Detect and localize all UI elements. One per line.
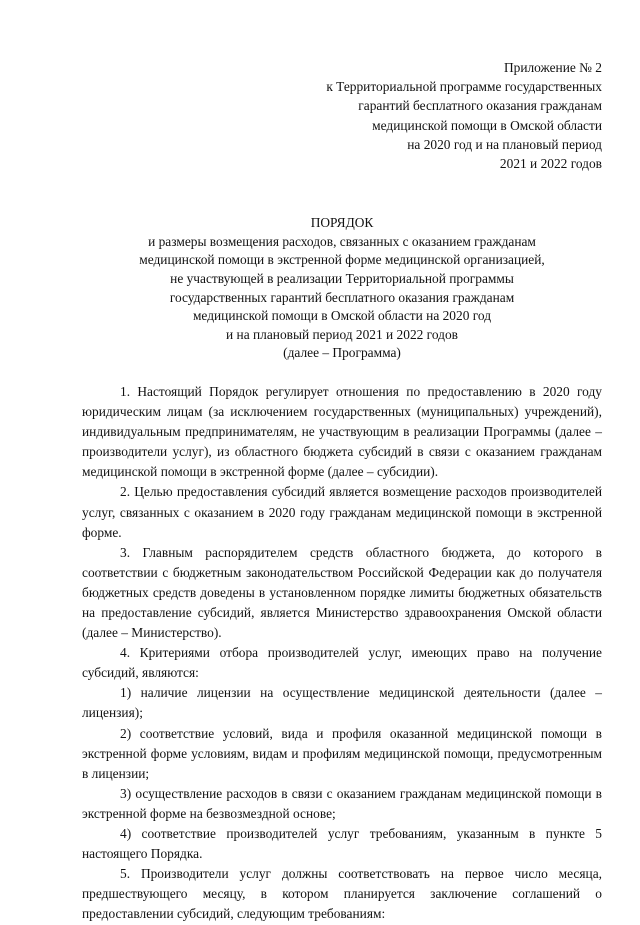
document-title	[82, 214, 602, 363]
paragraph-3: 3. Главным распорядителем средств областного бюджета, до которого в соответствии с бюджетным законодательством Российской Федерации как до получателя бюджетных средств доведены в установленном порядке лимиты бюджетных обязательств на предоставление субсидий, является Министерство здравоохранения Омской области (далее – Министерство).	[82, 544, 602, 641]
document-page	[82, 58, 602, 925]
title-line: медицинской помощи в Омской области на 2020 год	[192, 308, 492, 324]
appendix-line: на 2020 год и на плановый период	[407, 136, 602, 152]
title-line: и размеры возмещения расходов, связанных с оказанием гражданам	[148, 233, 536, 249]
paragraph-4-item-4: 4) соответствие производителей услуг требованиям, указанным в пункте 5 настоящего Порядка.	[82, 826, 602, 862]
title-line: не участвующей в реализации Территориальной программы	[170, 271, 514, 286]
paragraph-4: 4. Критериями отбора производителей услуг, имеющих право на получение субсидий, являются:	[82, 645, 602, 681]
appendix-line: гарантий бесплатного оказания гражданам	[358, 98, 602, 114]
appendix-line: медицинской помощи в Омской области	[372, 117, 602, 133]
title-line: (далее – Программа)	[283, 345, 401, 361]
appendix-line: к Территориальной программе государственных	[326, 79, 602, 95]
appendix-line: 2021 и 2022 годов	[499, 156, 602, 172]
title-line: государственных гарантий бесплатного оказания гражданам	[169, 289, 515, 305]
appendix-line: Приложение № 2	[503, 60, 602, 75]
title-line: медицинской помощи в экстренной форме медицинской организацией,	[139, 252, 545, 268]
paragraph-4-item-3: 3) осуществление расходов в связи с оказанием гражданам медицинской помощи в экстренной форме на безвозмездной основе;	[82, 785, 602, 821]
title-heading: ПОРЯДОК	[310, 215, 374, 231]
title-line: и на плановый период 2021 и 2022 годов	[226, 326, 458, 342]
paragraph-2: 2. Целью предоставления субсидий является возмещение расходов производителей услуг, связанных с оказанием в 2020 году гражданам медицинской помощи в экстренной форме.	[82, 484, 602, 540]
paragraph-1: 1. Настоящий Порядок регулирует отношения по предоставлению в 2020 году юридическим лицам (за исключением государственных (муниципальных) учреждений), индивидуальным предпринимателям, не участвующим в реализации Программы (далее – производители услуг), из областного бюджета субсидий в связи с оказанием гражданам медицинской помощи в экстренной форме (далее – субсидии).	[82, 383, 602, 480]
paragraph-4-item-2: 2) соответствие условий, вида и профиля оказанной медицинской помощи в экстренной форме условиям, видам и профилям медицинской помощи, предусмотренным в лицензии;	[82, 725, 602, 781]
document-body	[82, 382, 602, 925]
appendix-header	[82, 58, 602, 173]
paragraph-4-item-1: 1) наличие лицензии на осуществление медицинской деятельности (далее – лицензия);	[82, 685, 602, 721]
paragraph-5: 5. Производители услуг должны соответствовать на первое число месяца, предшествующего месяцу, в котором планируется заключение соглашений о предоставлении субсидий, следующим требованиям:	[82, 866, 602, 922]
